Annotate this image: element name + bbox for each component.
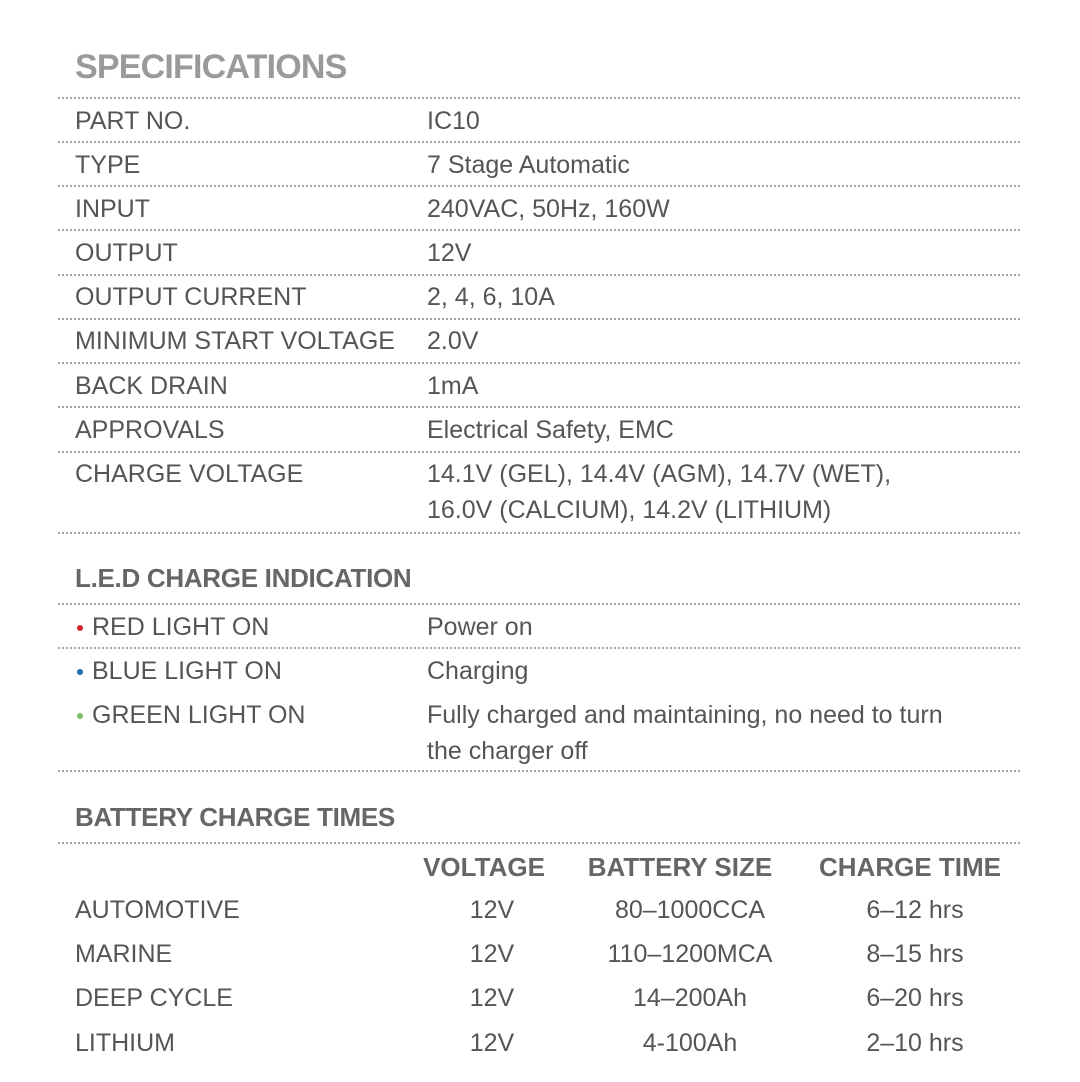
- spec-label: CHARGE VOLTAGE: [75, 460, 304, 488]
- row-type: AUTOMOTIVE: [75, 896, 240, 924]
- row-type: MARINE: [75, 940, 173, 968]
- spec-value-line1: 14.1V (GEL), 14.4V (AGM), 14.7V (WET),: [427, 460, 892, 488]
- spec-label: BACK DRAIN: [75, 372, 228, 400]
- row-battery-size: 4-100Ah: [642, 1029, 738, 1057]
- divider: [58, 647, 1020, 649]
- divider: [58, 274, 1020, 276]
- spec-label: MINIMUM START VOLTAGE: [75, 327, 395, 355]
- spec-label: INPUT: [75, 195, 150, 223]
- divider: [58, 451, 1020, 453]
- row-battery-size: 14–200Ah: [632, 984, 747, 1012]
- column-header-charge-time: CHARGE TIME: [819, 852, 1001, 882]
- divider: [58, 532, 1020, 534]
- blue-dot-icon: [77, 669, 83, 675]
- spec-value: Electrical Safety, EMC: [427, 416, 674, 444]
- led-value-line2: the charger off: [427, 737, 588, 765]
- spec-value: 2, 4, 6, 10A: [427, 283, 555, 311]
- divider: [58, 141, 1020, 143]
- column-header-battery-size: BATTERY SIZE: [587, 852, 773, 882]
- row-charge-time: 6–20 hrs: [866, 984, 964, 1012]
- row-voltage: 12V: [469, 984, 515, 1012]
- divider: [58, 406, 1020, 408]
- column-header-voltage: VOLTAGE: [423, 852, 545, 882]
- spec-label: OUTPUT: [75, 239, 178, 267]
- charge-times-heading: BATTERY CHARGE TIMES: [75, 802, 395, 832]
- row-type: LITHIUM: [75, 1029, 175, 1057]
- page-title: SPECIFICATIONS: [75, 48, 347, 86]
- led-value: Charging: [427, 657, 529, 685]
- row-charge-time: 6–12 hrs: [866, 896, 964, 924]
- divider: [58, 770, 1020, 772]
- spec-value: 240VAC, 50Hz, 160W: [427, 195, 670, 223]
- led-heading: L.E.D CHARGE INDICATION: [75, 563, 412, 593]
- spec-value: 7 Stage Automatic: [427, 151, 630, 179]
- spec-value: 1mA: [427, 372, 479, 400]
- row-battery-size: 80–1000CCA: [614, 896, 766, 924]
- spec-value-line2: 16.0V (CALCIUM), 14.2V (LITHIUM): [427, 496, 832, 524]
- divider: [58, 362, 1020, 364]
- row-voltage: 12V: [469, 896, 515, 924]
- red-dot-icon: [77, 625, 83, 631]
- divider: [58, 318, 1020, 320]
- row-charge-time: 8–15 hrs: [866, 940, 964, 968]
- divider: [58, 842, 1020, 844]
- row-voltage: 12V: [469, 1029, 515, 1057]
- row-charge-time: 2–10 hrs: [866, 1029, 964, 1057]
- led-label: BLUE LIGHT ON: [92, 657, 282, 685]
- spec-value: 12V: [427, 239, 472, 267]
- divider: [58, 97, 1020, 99]
- row-voltage: 12V: [469, 940, 515, 968]
- led-value: Power on: [427, 613, 533, 641]
- divider: [58, 229, 1020, 231]
- spec-label: OUTPUT CURRENT: [75, 283, 307, 311]
- divider: [58, 185, 1020, 187]
- green-dot-icon: [77, 713, 83, 719]
- led-label: GREEN LIGHT ON: [92, 701, 306, 729]
- spec-value: IC10: [427, 107, 480, 135]
- spec-label: TYPE: [75, 151, 141, 179]
- divider: [58, 603, 1020, 605]
- row-type: DEEP CYCLE: [75, 984, 233, 1012]
- spec-label: PART NO.: [75, 107, 191, 135]
- led-value-line1: Fully charged and maintaining, no need to turn: [427, 701, 943, 729]
- led-label: RED LIGHT ON: [92, 613, 270, 641]
- spec-value: 2.0V: [427, 327, 479, 355]
- spec-label: APPROVALS: [75, 416, 225, 444]
- row-battery-size: 110–1200MCA: [607, 940, 773, 968]
